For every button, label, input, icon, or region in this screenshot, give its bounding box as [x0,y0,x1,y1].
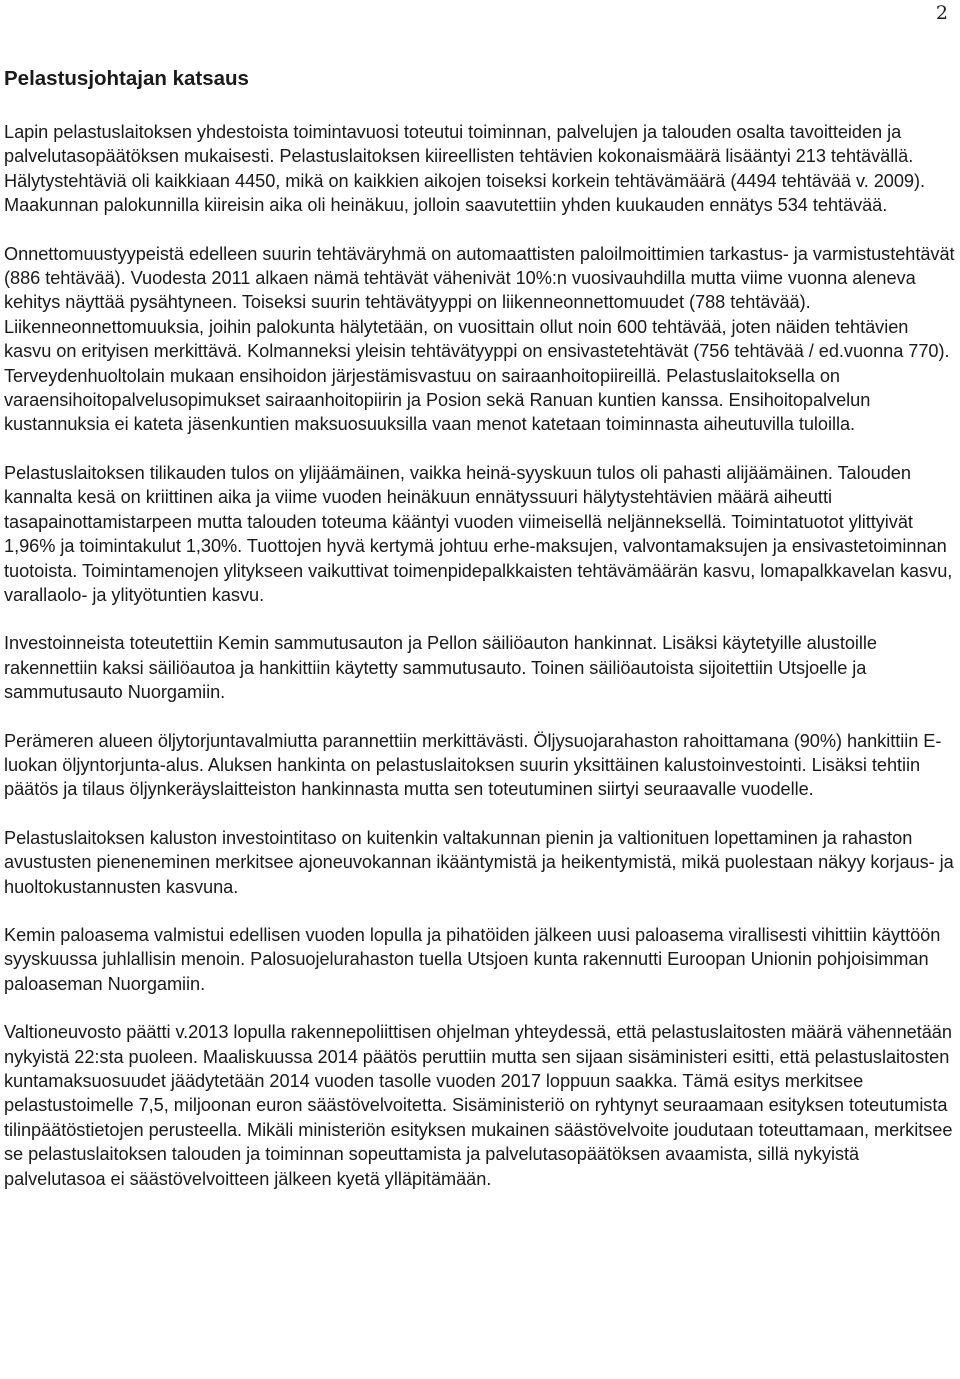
paragraph-financial-result: Pelastuslaitoksen tilikauden tulos on ylijäämäinen, vaikka heinä-syyskuun tulos oli pahasti alijäämäinen. Talouden kannalta kesä on kriittinen aika ja viime vuoden heinäkuun ennätyssuuri hälytystehtävien määrä aiheutti tasapainottamistarpeen mutta talouden toteuma kääntyi vuoden viimeisellä neljänneksellä. Toimintatuotot ylittyivät 1,96% ja toimintakulut 1,30%. Tuottojen hyvä kertymä johtuu erhe-maksujen, valvontamaksujen ja ensivastetoiminnan tuotoista. Toimintamenojen ylitykseen vaikuttivat toimenpidepalkkaisten tehtävämäärän kasvu, lomapalkkavelan kasvu, varallaolo- ja ylityötuntien kasvu. [4,462,953,605]
paragraph-investments: Investoinneista toteutettiin Kemin sammutusauton ja Pellon säiliöauton hankinnat. Lisäksi käytetyille alustoille rakennettiin kaksi säiliöautoa ja hankittiin käytetty sammutusauto. Toinen säiliöautoista sijoitettiin Utsjoelle ja sammutusauto Nuorgamiin. [4,633,877,703]
section-title: Pelastusjohtajan katsaus [4,67,249,90]
paragraph-intro: Lapin pelastuslaitoksen yhdestoista toimintavuosi toteutui toiminnan, palvelujen ja talouden osalta tavoitteiden ja palvelutasopäätöksen mukaisesti. Pelastuslaitoksen kiireellisten tehtävien kokonaismäärä lisääntyi 213 tehtävällä. Hälytystehtäviä oli kaikkiaan 4450, mikä on kaikkien aikojen toiseksi korkein tehtävämäärä (4494 tehtävää v. 2009). Maakunnan palokunnilla kiireisin aika oli heinäkuu, jolloin saavutettiin yhden kuukauden ennätys 534 tehtävää. [4,122,925,216]
paragraph-fire-stations: Kemin paloasema valmistui edellisen vuoden lopulla ja pihatöiden jälkeen uusi paloasema virallisesti vihittiin käyttöön syyskuussa juhlallisin menoin. Palosuojelurahaston tuella Utsjoen kunta rakennutti Euroopan Unionin pohjoisimman paloaseman Nuorgamiin. [4,924,941,994]
paragraph-fleet-investment: Pelastuslaitoksen kaluston investointitaso on kuitenkin valtakunnan pienin ja valtionituen lopettaminen ja rahaston avustusten pieneneminen merkitsee ajoneuvokannan ikääntymistä ja heikentymistä, mikä puolestaan näkyy korjaus- ja huoltokustannusten kasvuna. [4,827,954,897]
document-body [4,66,956,1215]
paragraph-government-decision: Valtioneuvosto päätti v.2013 lopulla rakennepoliittisen ohjelman yhteydessä, että pelastuslaitosten määrä vähennetään nykyistä 22:sta puoleen. Maaliskuussa 2014 päätös peruttiin mutta sen sijaan sisäministeri esitti, että pelastuslaitosten kuntamaksuosuudet jäädytetään 2014 vuoden tasolle vuoden 2017 loppuun saakka. Tämä esitys merkitsee pelastustoimelle 7,5, miljoonan euron säästövelvoitetta. Sisäministeriö on ryhtynyt seuraamaan esityksen toteutumista tilinpäätöstietojen perusteella. Mikäli ministeriön esityksen mukainen säästövelvoite joudutaan toteuttamaan, merkitsee se pelastuslaitoksen talouden ja toiminnan sopeuttamista ja palvelutasopäätöksen avaamista, sillä nykyistä palvelutasoa ei säästövelvoitteen jälkeen kyetä ylläpitämään. [4,1022,953,1189]
paragraph-oil-response: Perämeren alueen öljytorjuntavalmiutta parannettiin merkittävästi. Öljysuojarahaston rahoittamana (90%) hankittiin E-luokan öljyntorjunta-alus. Aluksen hankinta on pelastuslaitoksen suurin yksittäinen kalustoinvestointi. Lisäksi tehtiin päätös ja tilaus öljynkeräyslaitteiston hankinnasta mutta sen toteutuminen siirtyi seuraavalle vuodelle. [4,730,942,800]
page-number: 2 [935,2,948,24]
paragraph-accident-types: Onnettomuustyypeistä edelleen suurin tehtäväryhmä on automaattisten paloilmoittimien tarkastus- ja varmistustehtävät (886 tehtävää). Vuodesta 2011 alkaen nämä tehtävät vähenivät 10%:n vuosivauhdilla mutta viime vuonna aleneva kehitys näyttää pysähtyneen. Toiseksi suurin tehtävätyyppi on liikenneonnettomuudet (788 tehtävää). Liikenneonnettomuuksia, joihin palokunta hälytetään, on vuosittain ollut noin 600 tehtävää, joten näiden tehtävien kasvu on erityisen merkittävä. Kolmanneksi yleisin tehtävätyyppi on ensivastetehtävät (756 tehtävää / ed.vuonna 770). Terveydenhuoltolain mukaan ensihoidon järjestämisvastuu on sairaanhoitopiireillä. Pelastuslaitoksella on varaensihoitopalvelusopimukset sairaanhoitopiirin ja Posion sekä Ranuan kuntien kanssa. Ensihoitopalvelun kustannuksia ei kateta jäsenkuntien maksuosuuksilla vaan menot katetaan toiminnasta aiheutuvilla tuloilla. [4,243,955,435]
